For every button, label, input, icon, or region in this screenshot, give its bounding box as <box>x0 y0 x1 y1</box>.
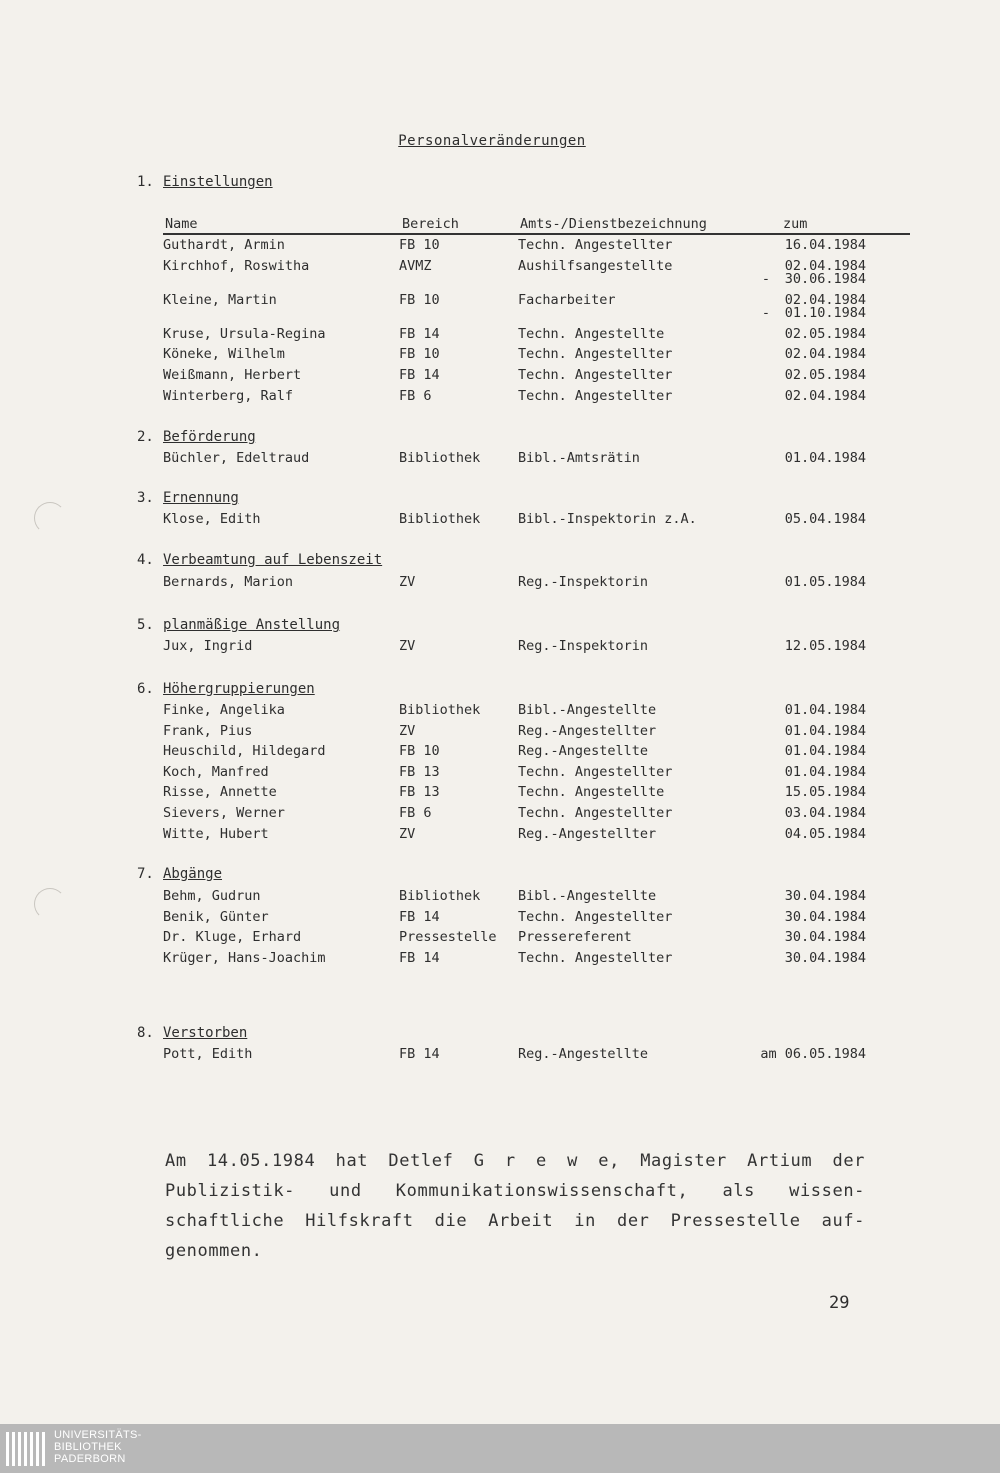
person-name: Weißmann, Herbert <box>163 367 302 383</box>
job-title: Techn. Angestellter <box>518 805 673 821</box>
job-title: Reg.-Angestellte <box>518 1046 649 1062</box>
effective-date: 15.05.1984 <box>784 784 866 801</box>
department: FB 10 <box>399 346 440 363</box>
job-title: Techn. Angestellter <box>518 949 673 966</box>
person-name: Risse, Annette <box>163 784 277 801</box>
person-name: Kleine, Martin <box>163 291 277 308</box>
person-name: Kruse, Ursula-Regina <box>163 325 326 342</box>
person-name: Sievers, Werner <box>163 805 285 821</box>
effective-date: 03.04.1984 <box>784 805 866 821</box>
person-name: Frank, Pius <box>163 722 253 739</box>
person-name: Witte, Hubert <box>163 825 269 842</box>
job-title: Bibl.-Inspektorin z.A. <box>518 511 697 527</box>
job-title: Pressereferent <box>518 929 632 946</box>
section-number: 8. <box>137 1025 154 1041</box>
end-date: 30.06.1984 <box>784 270 866 287</box>
logo-line: PADERBORN <box>54 1453 126 1465</box>
job-title: Reg.-Inspektorin <box>518 574 649 590</box>
job-title: Techn. Angestellter <box>518 237 673 253</box>
document-title: Personalveränderungen <box>398 133 586 149</box>
effective-date: 02.04.1984 <box>784 387 866 404</box>
job-title: Techn. Angestellter <box>518 387 673 404</box>
person-name: Koch, Manfred <box>163 763 269 780</box>
effective-date: 02.04.1984 <box>784 291 866 308</box>
effective-date: 12.05.1984 <box>784 638 866 654</box>
person-name: Heuschild, Hildegard <box>163 743 326 760</box>
department: FB 6 <box>399 387 432 404</box>
section-number: 5. <box>137 617 154 633</box>
department: ZV <box>399 722 416 739</box>
person-name: Benik, Günter <box>163 908 269 925</box>
job-title: Techn. Angestellter <box>518 346 673 363</box>
job-title: Bibl.-Angestellte <box>518 702 657 718</box>
column-header-area: Bereich <box>402 216 459 232</box>
effective-date: 01.05.1984 <box>784 574 866 590</box>
logo-line: UNIVERSITÄTS- <box>54 1429 142 1441</box>
section-label: Einstellungen <box>163 174 273 190</box>
department: Bibliothek <box>399 702 481 718</box>
job-title: Reg.-Angestellter <box>518 722 657 739</box>
header-rule <box>163 233 910 235</box>
department: Bibliothek <box>399 450 481 466</box>
effective-date: 02.05.1984 <box>784 325 866 342</box>
person-name: Dr. Kluge, Erhard <box>163 929 302 946</box>
effective-date: 01.04.1984 <box>784 743 866 760</box>
effective-date: 04.05.1984 <box>784 825 866 842</box>
punch-hole-mark <box>34 502 66 534</box>
section-number: 6. <box>137 681 154 697</box>
section-label: Verstorben <box>163 1025 248 1041</box>
job-title: Reg.-Angestellter <box>518 825 657 842</box>
department: ZV <box>399 825 416 842</box>
page-number: 29 <box>829 1293 850 1313</box>
library-logo-text <box>54 1429 142 1465</box>
effective-date: 02.05.1984 <box>784 367 866 383</box>
department: FB 13 <box>399 784 440 801</box>
person-name: Jux, Ingrid <box>163 638 253 654</box>
person-name: Kirchhof, Roswitha <box>163 257 310 274</box>
person-name: Köneke, Wilhelm <box>163 346 285 363</box>
effective-date: 16.04.1984 <box>784 237 866 253</box>
effective-date: 01.04.1984 <box>784 722 866 739</box>
job-title: Techn. Angestellter <box>518 763 673 780</box>
effective-date: 30.04.1984 <box>784 929 866 946</box>
section-number: 1. <box>137 174 154 190</box>
person-name: Behm, Gudrun <box>163 888 261 904</box>
department: FB 14 <box>399 1046 440 1062</box>
department: Pressestelle <box>399 929 497 946</box>
punch-hole-mark <box>34 888 66 920</box>
person-name: Pott, Edith <box>163 1046 253 1062</box>
job-title: Bibl.-Amtsrätin <box>518 450 640 466</box>
job-title: Techn. Angestellte <box>518 325 665 342</box>
section-number: 7. <box>137 866 154 882</box>
date-range-dash: - <box>761 270 770 287</box>
section-label: Ernennung <box>163 490 239 506</box>
department: Bibliothek <box>399 888 481 904</box>
column-header-date: zum <box>783 216 808 232</box>
effective-date: 30.04.1984 <box>784 908 866 925</box>
effective-date: 05.04.1984 <box>784 511 866 527</box>
job-title: Facharbeiter <box>518 291 616 308</box>
end-date: 01.10.1984 <box>784 304 866 321</box>
effective-date: am 06.05.1984 <box>760 1046 866 1062</box>
job-title: Reg.-Inspektorin <box>518 638 649 654</box>
department: Bibliothek <box>399 511 481 527</box>
person-name: Krüger, Hans-Joachim <box>163 949 326 966</box>
job-title: Techn. Angestellter <box>518 908 673 925</box>
effective-date: 01.04.1984 <box>784 450 866 466</box>
section-label: Höhergruppierungen <box>163 681 315 697</box>
department: FB 6 <box>399 805 432 821</box>
department: FB 14 <box>399 908 440 925</box>
effective-date: 02.04.1984 <box>784 346 866 363</box>
department: FB 14 <box>399 325 440 342</box>
person-name: Winterberg, Ralf <box>163 387 294 404</box>
person-name: Büchler, Edeltraud <box>163 450 310 466</box>
logo-line: BIBLIOTHEK <box>54 1441 122 1453</box>
job-title: Techn. Angestellter <box>518 367 673 383</box>
department: FB 10 <box>399 237 440 253</box>
department: ZV <box>399 574 416 590</box>
department: FB 10 <box>399 291 440 308</box>
effective-date: 30.04.1984 <box>784 949 866 966</box>
date-range-dash: - <box>761 304 770 321</box>
section-number: 3. <box>137 490 154 506</box>
library-logo-icon <box>6 1432 48 1466</box>
department: FB 10 <box>399 743 440 760</box>
person-name: Klose, Edith <box>163 511 261 527</box>
section-label: Beförderung <box>163 429 256 445</box>
department: FB 14 <box>399 949 440 966</box>
person-name: Guthardt, Armin <box>163 237 285 253</box>
effective-date: 01.04.1984 <box>784 702 866 718</box>
department: FB 14 <box>399 367 440 383</box>
library-footer-bar <box>0 1424 1000 1473</box>
section-number: 2. <box>137 429 154 445</box>
job-title: Aushilfsangestellte <box>518 257 673 274</box>
department: FB 13 <box>399 763 440 780</box>
effective-date: 30.04.1984 <box>784 888 866 904</box>
column-header-title: Amts-/Dienstbezeichnung <box>520 216 707 232</box>
section-label: Abgänge <box>163 866 223 882</box>
job-title: Bibl.-Angestellte <box>518 888 657 904</box>
person-name: Bernards, Marion <box>163 574 294 590</box>
effective-date: 01.04.1984 <box>784 763 866 780</box>
column-header-name: Name <box>165 216 198 232</box>
department: AVMZ <box>399 257 432 274</box>
person-name: Finke, Angelika <box>163 702 285 718</box>
announcement-paragraph: Am 14.05.1984 hat Detlef G r e w e, Magister Artium der Publizistik- und Kommunikationswissenschaft, als wissen-schaftliche Hilfskraft die Arbeit in der Pressestelle auf-genommen. <box>165 1151 865 1261</box>
section-label: planmäßige Anstellung <box>163 617 341 633</box>
job-title: Techn. Angestellte <box>518 784 665 801</box>
department: ZV <box>399 638 416 654</box>
effective-date: 02.04.1984 <box>784 257 866 274</box>
job-title: Reg.-Angestellte <box>518 743 649 760</box>
section-label: Verbeamtung auf Lebenszeit <box>163 552 383 568</box>
section-number: 4. <box>137 552 154 568</box>
